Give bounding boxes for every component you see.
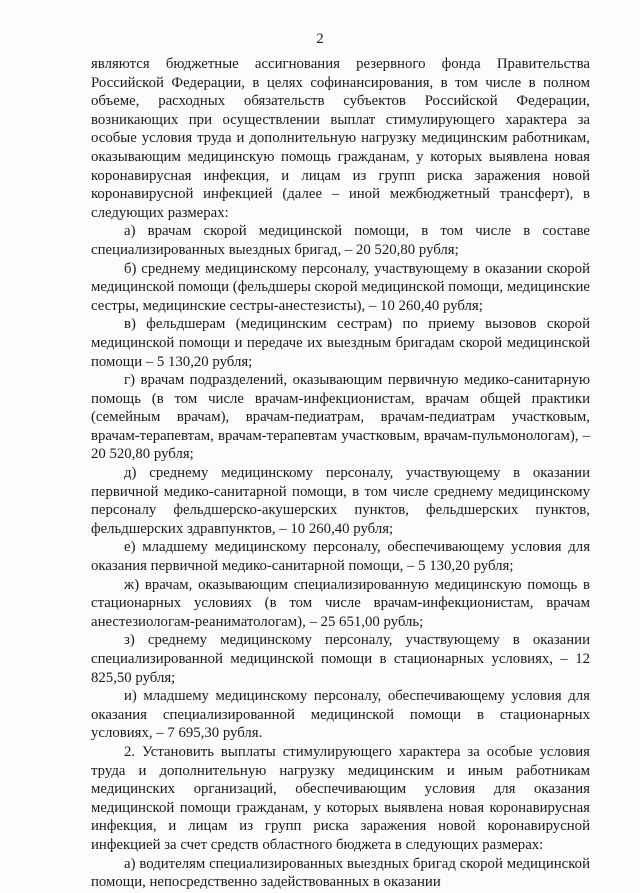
- list-item-e-primary-care-junior-staff: е) младшему медицинскому персоналу, обеспечивающему условия для оказания первичной медико-санитарной помощи, – 5 130,20 рубля;: [91, 539, 590, 575]
- page-number: 2: [316, 31, 324, 47]
- list-item-g-primary-care-doctors: г) врачам подразделений, оказывающим первичную медико-санитарную помощь (в том числе врачам-инфекционистам, врачам общей практики (семейным врачам), врачам-педиатрам, врачам-педиатрам участковым, врачам-терапевтам, врачам-терапевтам участковым, врачам-пульмонологам), – 20 520,80 рубля;: [91, 372, 590, 463]
- list-item-z-inpatient-nurses: з) среднему медицинскому персоналу, участвующему в оказании специализированной медицинской помощи в стационарных условиях, – 12 825,50 рубля;: [91, 632, 590, 686]
- list-item-b-ambulance-nurses: б) среднему медицинскому персоналу, участвующему в оказании скорой медицинской помощи (фельдшеры скорой медицинской помощи, медицинские сестры, медицинские сестры-анестезисты), – 10 260,40 рубля;: [91, 260, 590, 314]
- list-item-d-primary-care-nurses: д) среднему медицинскому персоналу, участвующему в оказании первичной медико-санитарной помощи, в том числе среднему медицинскому персоналу фельдшерско-акушерских пунктов, фельдшерских пунктов, фельдшерских здравпунктов, – 10 260,40 рубля;: [91, 465, 590, 537]
- section-2-list-item-a-drivers: а) водителям специализированных выездных бригад скорой медицинской помощи, непосредственно задействованных в оказании: [91, 855, 590, 891]
- list-item-zh-inpatient-doctors: ж) врачам, оказывающим специализированную медицинскую помощь в стационарных условиях (в том числе врачам-инфекционистам, врачам анестезиологам-реаниматологам), – 25 651,00 рубль;: [91, 576, 590, 630]
- section-2-paragraph: 2. Установить выплаты стимулирующего характера за особые условия труда и дополнительную нагрузку медицинским и иным работникам медицинских организаций, обеспечивающим условия для оказания медицинской помощи гражданам, у которых выявлена новая коронавирусная инфекция, и лицам из групп риска заражения новой коронавирусной инфекцией за счет средств областного бюджета в следующих размерах:: [91, 743, 590, 853]
- document-body: [91, 55, 590, 892]
- list-item-v-dispatch-paramedics: в) фельдшерам (медицинским сестрам) по приему вызовов скорой медицинской помощи и передаче их выездным бригадам скорой медицинской помощи – 5 130,20 рубля;: [91, 316, 590, 370]
- paragraph-continuation: являются бюджетные ассигнования резервного фонда Правительства Российской Федерации, в целях софинансирования, в том числе в полном объеме, расходных обязательств субъектов Российской Федерации, возникающих при осуществлении выплат стимулирующего характера за особые условия труда и дополнительную нагрузку медицинским работникам, оказывающим медицинскую помощь гражданам, у которых выявлена новая коронавирусная инфекция, и лицам из групп риска заражения новой коронавирусной инфекцией (далее – иной межбюджетный трансферт), в следующих размерах:: [91, 56, 590, 221]
- list-item-i-inpatient-junior-staff: и) младшему медицинскому персоналу, обеспечивающему условия для оказания специализированной медицинской помощи в стационарных условиях, – 7 695,30 рубля.: [91, 688, 590, 742]
- list-item-a-ambulance-doctors: а) врачам скорой медицинской помощи, в том числе в составе специализированных выездных бригад, – 20 520,80 рубля;: [91, 223, 590, 258]
